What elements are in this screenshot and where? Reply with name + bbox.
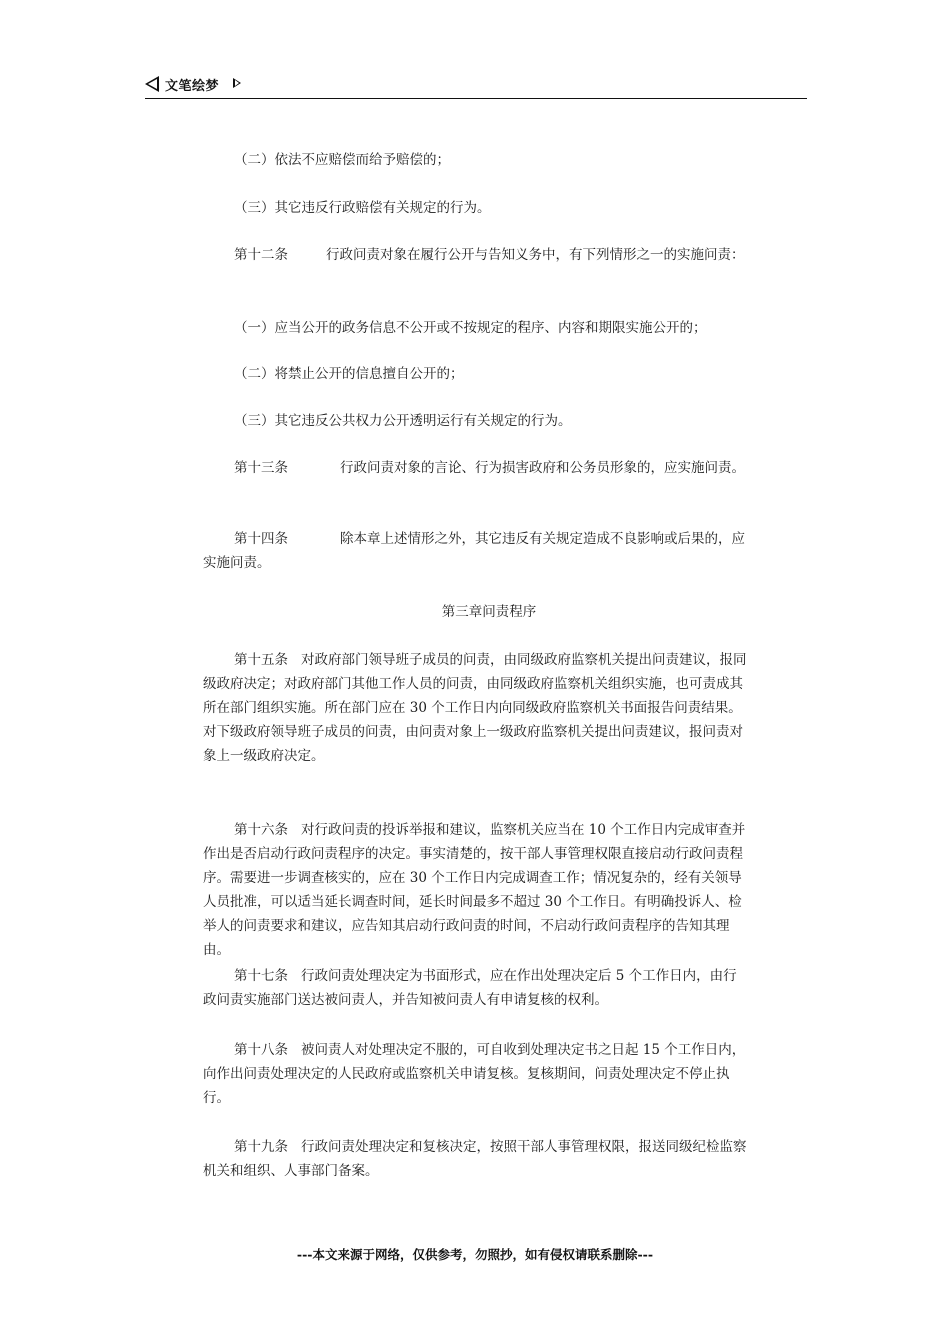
article-number: 第十九条	[234, 1139, 288, 1155]
paragraph: （三）其它违反行政赔偿有关规定的行为。	[234, 200, 491, 216]
chapter-heading	[203, 600, 775, 624]
article-17: 第十七条 行政问责处理决定为书面形式，应在作出处理决定后 5 个工作日内，由行政问责实施部门送达被问责人，并告知被问责人有申请复核的权利。	[203, 968, 737, 1008]
paragraph: （三）其它违反公共权力公开透明运行有关规定的行为。	[234, 413, 572, 429]
header-brand: 文笔绘梦	[165, 79, 220, 94]
article-16: 第十六条 对行政问责的投诉举报和建议，监察机关应当在 10 个工作日内完成审查并作出是否启动行政问责程序的决定。事实清楚的，按干部人事管理权限直接启动行政问责程序。需要进一步调查核实的，应在 30 个工作日内完成调查工作；情况复杂的，经有关领导人员批准，可以适当延长调查时间，延长时间最多不超过 30 个工作日。有明确投诉人、检举人的问责要求和建议，应告知其启动行政问责的时间，不启动行政问责程序的告知其理由。	[203, 822, 746, 958]
article-15: 第十五条 对政府部门领导班子成员的问责，由同级政府监察机关提出问责建议，报同级政府决定；对政府部门其他工作人员的问责，由同级政府监察机关组织实施，也可责成其所在部门组织实施。所在部门应在 30 个工作日内向同级政府监察机关书面报告问责结果。对下级政府领导班子成员的问责，由问责对象上一级政府监察机关提出问责建议，报问责对象上一级政府决定。	[203, 652, 747, 764]
paragraph: （一）应当公开的政务信息不公开或不按规定的程序、内容和期限实施公开的；	[234, 320, 707, 336]
chapter-title: 问责程序	[482, 604, 537, 620]
paragraph: （二）将禁止公开的信息擅自公开的；	[234, 366, 464, 382]
article-19: 第十九条 行政问责处理决定和复核决定，按照干部人事管理权限，报送同级纪检监察机关和组织、人事部门备案。	[203, 1139, 747, 1179]
right-triangle-icon	[233, 78, 241, 88]
chapter-number: 第三章	[441, 604, 483, 620]
article-number: 第十四条	[234, 531, 288, 547]
article-18: 第十八条 被问责人对处理决定不服的，可自收到处理决定书之日起 15 个工作日内，向作出问责处理决定的人民政府或监察机关申请复核。复核期间，问责处理决定不停止执行。	[203, 1042, 746, 1106]
article-number: 第十二条	[234, 247, 288, 263]
footer-notice: ---本文来源于网络，仅供参考，勿照抄，如有侵权请联系删除---	[296, 1247, 654, 1262]
article-number: 第十六条	[234, 822, 288, 838]
article-number: 第十五条	[234, 652, 288, 668]
article-13: 第十三条 行政问责对象的言论、行为损害政府和公务员形象的，应实施问责。	[234, 460, 745, 476]
left-triangle-icon	[145, 76, 159, 92]
article-number: 第十七条	[234, 968, 288, 984]
article-14: 第十四条 除本章上述情形之外，其它违反有关规定造成不良影响或后果的，应实施问责。	[203, 531, 745, 571]
page-header	[145, 72, 807, 99]
article-12: 第十二条 行政问责对象在履行公开与告知义务中，有下列情形之一的实施问责：	[234, 247, 745, 263]
paragraph: （二）依法不应赔偿而给予赔偿的；	[234, 152, 450, 168]
article-number: 第十三条	[234, 460, 288, 476]
article-number: 第十八条	[234, 1042, 288, 1058]
